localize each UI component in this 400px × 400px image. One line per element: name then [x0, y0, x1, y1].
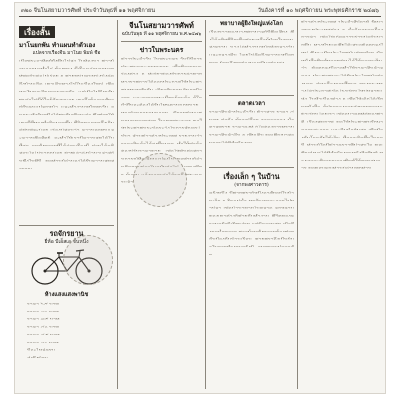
header-right-text: วันอังคารที่ ๑๐ พฤศจิกายน พระพุทธศักราช ๒๔๗๖	[257, 8, 379, 14]
section-rule	[209, 95, 294, 96]
news-body: ข่าวประจำวัน ในพระนคร วันนี้มีการประชุมคณะกรรมการ เพื่อพิจารณาเรื่องต่าง ๆ ที่เกี่ยวข้องกับการค้าขาย ทางราชการได้ออกประกาศให้ประชาชนทราบทั่วกัน เกี่ยวกับการเก็บภาษีอากร และการจดทะเบียนร้านค้า ผู้ใดฝ่าฝืนจะต้องได้รับโทษตามกฎหมาย ทางด้านการคมนาคม มีการซ่อมแซมถนนหลายสาย ในเขตพระนคร ขอให้ประชาชนระมัดระวังในการสัญจรไปมา ส่วนข่าวต่างประเทศ รายงานว่าราคาสินค้าได้สูงขึ้นมาก ทำให้พ่อค้าต้องปรับราคาขาย เพื่อให้ทันต่อสถานการณ์ที่เปลี่ยนแปลงไป ขอท่านผู้อ่านติดตามข่าวในฉบับต่อไป นายเสถียร ผู้แทน แจ้งความว่าได้มาถึงพระนครแล้ว	[121, 57, 202, 379]
ad-brand: ยี่ห้อ บีเอ็สเอ ชั้นหนึ่ง	[44, 239, 89, 245]
section-rule	[19, 225, 114, 226]
story-title: มาโนยกพัน ทำแผนทำตัวเอง	[19, 42, 96, 49]
column-story	[19, 20, 114, 389]
newspaper-page	[14, 2, 386, 394]
header-rule	[19, 16, 381, 17]
feature-body: เรื่องราวของนางพยาบาลผู้มีชื่อเสียง ซึ่งได้อุทิศชีวิตเพื่อช่วยเหลือผู้ป่วยในยามสงคราม นางได้ทำงานหนักทั้งกลางวันและกลางคืน โดยไม่คิดถึงความเหนื่อยยาก ผู้คนจึงยกย่องนางเป็นอย่างสูง	[209, 30, 294, 92]
column-divider	[117, 20, 118, 389]
market-body: ราคาสินค้าประจำวัน ข้าวสาร ราคา ๘ บาท ต่อถัง ข้าวเปลือก ราคาลดลง น้ำตาลทราย ราคาคงที่ ผู้ใดต้องการทราบราคาสินค้าอื่น ๆ เพิ่มเติม ขอเชิญมาสอบถามได้ที่สำนักงาน	[209, 110, 294, 164]
story-subheading: (จากพงศาวดาร)	[234, 183, 269, 188]
short-story-body: ครั้งหนึ่ง มีชายชราผู้หนึ่งอาศัยอยู่ในบ้านเล็ก ๆ ริมแม่น้ำ ทุกวันเขาจะออกไปหาปลา เพื่อนำมาขายในตลาด ลูกหลานของเขาต่างก็ช่วยกันทำงาน ชีวิตของครอบครัวนี้เรียบง่าย แต่มีความสุข เมื่อถึงฤดูน้ำหลาก ชาวบ้านทั้งหลายต้องช่วยกันป้องกันบ้านเรือน ชายชราจึงเป็นผู้นำในการทำงานครั้งนี้ จนทุกคนปลอดภัย	[209, 191, 294, 351]
section-banner: เรื่องสั้น	[19, 26, 55, 38]
masthead-date: ฉบับวันพุธ ที่ ๑๑ พฤศจิกายน พ.ศ.๒๔๗๖	[121, 32, 202, 37]
header-left-text: ๓๒๐ จีนโนสยามวารศัพท์ ประจำวันพุธที่ ๑๑ พฤศจิกายน	[21, 8, 156, 14]
section-heading: ข่าวในพระนคร	[139, 46, 184, 54]
story-heading: เรื่องเล็ก ๆ ในบ้าน	[223, 172, 280, 181]
story-body: เมื่อพระอาทิตย์ยังขึ้นไม่สูง ในท้องนา ชาวบ้านออกมาทำไร่ ข้างทาง มีเรื่องเล่ามากมาย ที่พูดกันต่อไปเรื่อย ๆ ชายหนุ่มคนหนึ่งนั่งคิดถึงบ้านเกิด เขาเดินทางไปในเมืองใหญ่ เพื่อหาเงินมาเลี้ยงดูครอบครัว แต่เมื่อไปถึงกลับพบว่าไม่มีผู้ใดรู้จักเขาเลย เขาจึงต้องอาศัยอยู่กับคนแปลกหน้า และทำงานหนักทุกวัน จนกระทั่งวันหนึ่งได้พบกับเพื่อนเก่า ซึ่งช่วยให้เขามีที่ทางทำกินมากขึ้น ชีวิตของเขาจึงเริ่มดีขึ้นทีละน้อย เรื่องนี้สอนว่า ความอดทนและความซื่อสัตย์ จะทำให้เรามีความสุขได้ในที่สุด คนทั้งหลายที่ได้อ่านเรื่องนี้ ย่อมได้คติสอนใจไม่มากก็น้อย ข้าพเจ้าจึงนำมาเล่าสู่กันฟังในที่นี้ ขอท่านผู้อ่านจงได้รับความสุขสำราญ	[19, 59, 114, 222]
ad-title: รถจักรยาน	[49, 229, 84, 238]
foreign-news-body: ข่าวต่างประเทศ ประจำสัปดาห์ รัฐบาลของประเทศต่าง ๆ กำลังเจรจาเรื่องการค้า เพื่อให้เกิดความร่วมมือกันมากขึ้น ทางฝ่ายเอเชียได้เสนอข้อตกลงใหม่ ซึ่งจะเป็นประโยชน์แก่ทุกฝ่าย นักหนังสือพิมพ์หลายท่านได้ให้ความเห็นว่า ข้อตกลงนี้อาจทำให้ราคาสินค้าลดลง ประชาชนจะได้รับประโยชน์อย่างมาก ส่วนเรื่องการศึกษา ทางกระทรวงได้ประกาศเปิดโรงเรียนใหม่หลายแห่ง ในหัวเมืองต่าง ๆ เพื่อให้เด็กได้เรียนหนังสือ ผู้ปกครองควรส่งบุตรหลานเข้าเรียนโดยเร็ว เพื่ออนาคตที่ดีของชาติ เรื่องสุขภาพ ขอให้ประชาชนรักษาความสะอาด และดื่มน้ำต้มสุก เพื่อป้องกันโรคภัยไข้เจ็บ ที่อาจเกิดขึ้นในฤดูนี้ ท่านผู้ใดมีข่าวคราวที่น่าสนใจ ขอเชิญส่งมาได้ที่สำนักงานหนังสือพิมพ์ ทางเราจะพิจารณาลงพิมพ์ให้ตามสมควร ขอขอบคุณท่านผู้อ่านทุกท่าน	[301, 20, 383, 388]
masthead: จีนโนสยามวารศัพท์	[129, 21, 194, 30]
story-byline: แปลจากเรื่องจีน มาโนย พิมพ์ ชื่อ	[32, 51, 101, 56]
feature-title: พยาบาลผู้ยิ่งใหญ่แห่งโลก	[220, 21, 283, 27]
column-divider	[297, 20, 298, 389]
column-foreign-news	[301, 20, 383, 389]
column-divider	[205, 20, 206, 389]
ad-shop: ห้างแสงแสงพานิช	[44, 292, 89, 298]
column-features	[209, 20, 294, 389]
section-rule	[209, 167, 294, 168]
page-header	[19, 6, 381, 16]
library-stamp	[133, 153, 187, 207]
library-stamp	[63, 235, 113, 285]
market-title: ตลาดเวลา	[237, 100, 266, 107]
section-rule	[121, 41, 202, 42]
ad-price-list: ราคา ๖๕ บาท ราคา ๗๐ บาท ราคา ๗๕ บาท ราคา ๘๐ บาท ราคา ๘๕ บาท ราคา ๙๐ บาท มีอะไหล่ครบ ส่งถึงบ้าน	[27, 302, 85, 364]
